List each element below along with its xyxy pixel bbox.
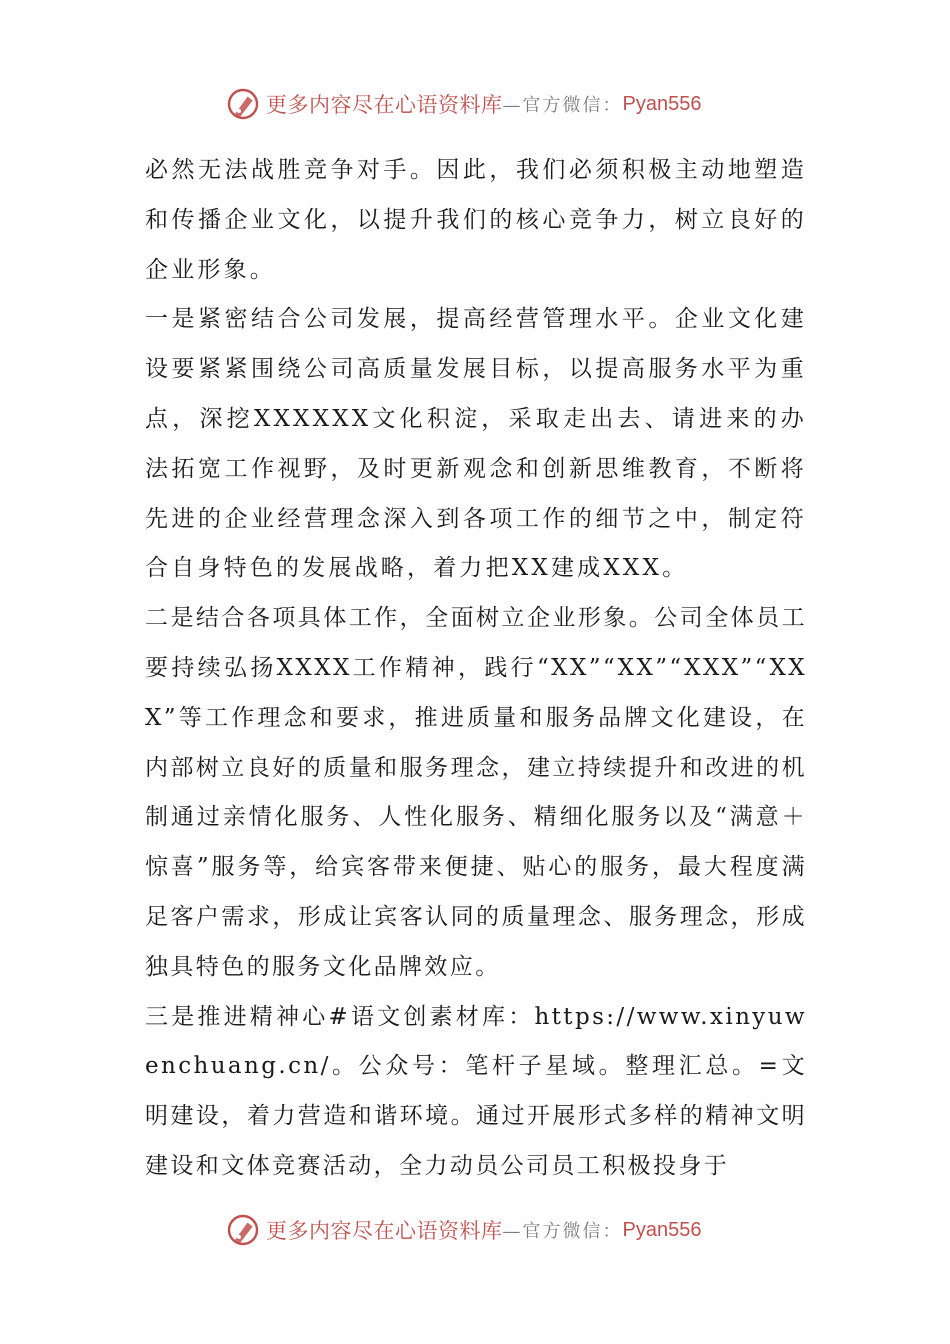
banner-brand-text: 更多内容尽在心语资料库	[266, 93, 503, 117]
paragraph-intro: 必然无法战胜竞争对手。因此，我们必须积极主动地塑造和传播企业文化，以提升我们的核心竞争力，树立良好的企业形象。	[145, 157, 807, 283]
paragraph-point-two: 二是结合各项具体工作，全面树立企业形象。公司全体员工要持续弘扬XXXX工作精神，践行“XX”“XX”“XXX”“XXX”等工作理念和要求，推进质量和服务品牌文化建设，在内部树立良好的质量和服务理念，建立持续提升和改进的机制通过亲情化服务、人性化服务、精细化服务以及“满意＋惊喜”服务等，给宾客带来便捷、贴心的服务，最大程度满足客户需求，形成让宾客认同的质量理念、服务理念，形成独具特色的服务文化品牌效应。	[145, 605, 807, 980]
banner-brand-text: 更多内容尽在心语资料库	[266, 1219, 503, 1243]
banner-wechat-id: Pyan556	[622, 1218, 702, 1241]
header-banner	[226, 84, 701, 124]
pen-nib-logo-icon	[226, 87, 260, 121]
footer-banner	[226, 1210, 701, 1250]
paragraph-point-three: 三是推进精神心#语文创素材库：https://www.xinyuwenchuang.cn/。公众号：笔杆子星域。整理汇总。=文明建设，着力营造和谐环境。通过开展形式多样的精神文明建设和文体竞赛活动，全力动员公司员工积极投身于	[145, 1003, 807, 1179]
banner-official-label: —官方微信：	[502, 1221, 623, 1242]
pen-nib-logo-icon	[226, 1213, 260, 1247]
paragraph-point-one: 一是紧密结合公司发展，提高经营管理水平。企业文化建设要紧紧围绕公司高质量发展目标，以提高服务水平为重点，深挖XXXXXX文化积淀，采取走出去、请进来的办法拓宽工作视野，及时更新观念和创新思维教育，不断将先进的企业经营理念深入到各项工作的细节之中，制定符合自身特色的发展战略，着力把XX建成XXX。	[145, 306, 807, 582]
banner-official-label: —官方微信：	[502, 95, 623, 116]
document-body	[145, 146, 807, 1192]
banner-wechat-id: Pyan556	[622, 92, 702, 115]
